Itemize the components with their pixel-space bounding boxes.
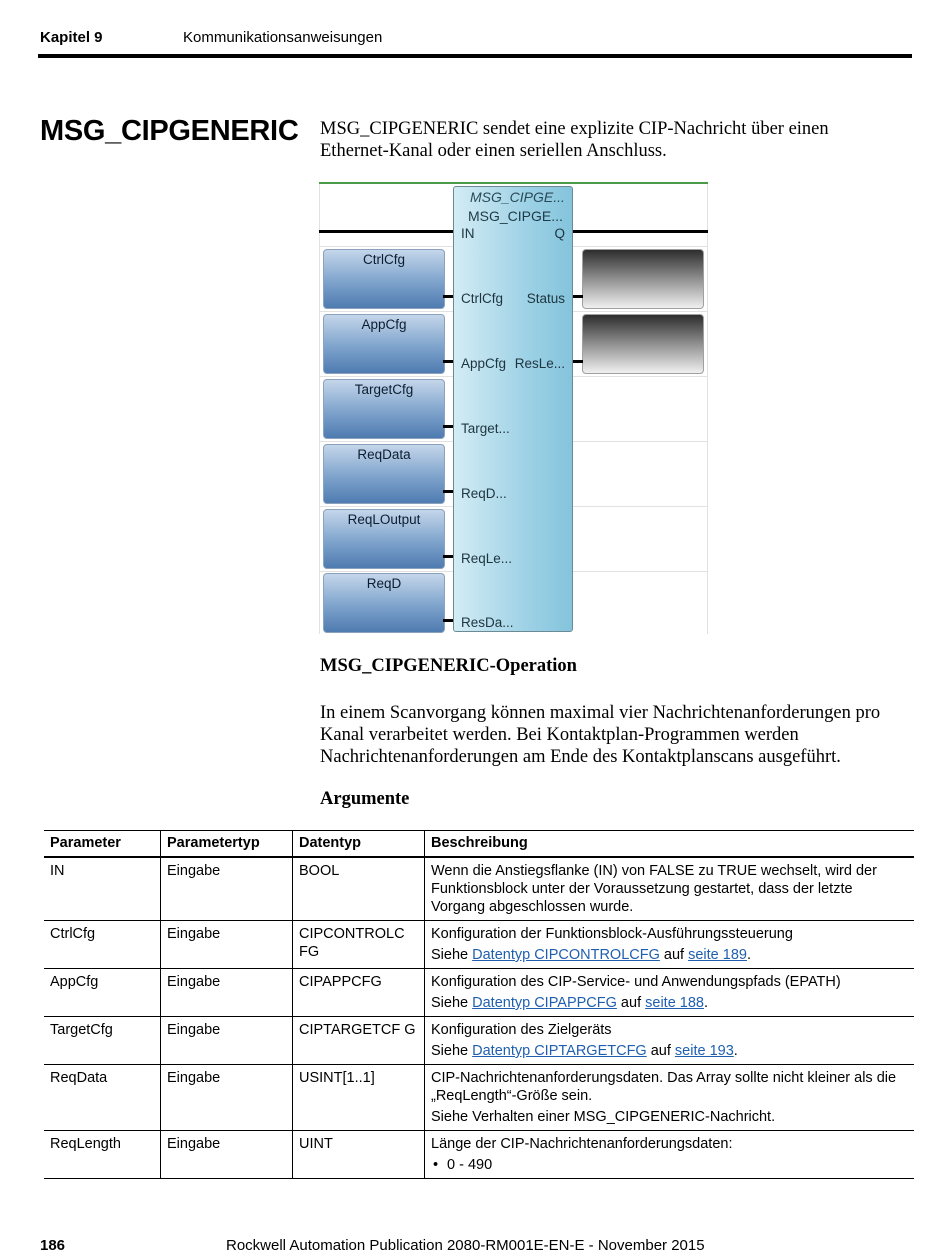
page-link[interactable]: seite 193 [674,1043,734,1059]
description-text: Konfiguration der Funktionsblock-Ausführungssteuerung [431,926,793,942]
see-mid: auf [616,995,646,1011]
pin-status: Status [526,291,565,306]
cell-beschreibung [425,921,915,969]
datatype-link[interactable]: Datentyp CIPTARGETCFG [472,1043,647,1059]
description-text: Länge der CIP-Nachrichtenanforderungsdaten: [431,1136,733,1152]
description-text: Konfiguration des CIP-Service- und Anwendungspfads (EPATH) [431,974,841,990]
cell-beschreibung [425,1065,915,1131]
table-row [44,921,914,969]
see-end: . [746,947,751,963]
see-reference [431,994,908,1012]
pin-q: Q [554,226,565,241]
pin-ctrlcfg: CtrlCfg [461,291,504,306]
cell-datentyp: CIPCONTROLC FG [293,921,425,969]
cell-parameter: ReqLength [44,1131,161,1179]
table-header-row [44,831,914,858]
table-row [44,1017,914,1065]
input-box-reqdata[interactable]: ReqData [323,444,445,504]
input-box-reqloutput[interactable]: ReqLOutput [323,509,445,569]
table-row [44,969,914,1017]
page-number: 186 [40,1237,66,1254]
cell-parametertyp: Eingabe [161,1017,293,1065]
cell-datentyp: CIPAPPCFG [293,969,425,1017]
pin-appcfg: AppCfg [461,356,507,371]
arguments-heading: Argumente [320,789,410,809]
function-block-diagram [319,182,708,634]
datatype-link[interactable]: Datentyp CIPAPPCFG [472,995,617,1011]
cell-beschreibung [425,1017,915,1065]
cell-parametertyp: Eingabe [161,969,293,1017]
operation-heading: MSG_CIPGENERIC-Operation [320,656,577,676]
cell-parametertyp: Eingabe [161,1131,293,1179]
block-type-name: MSG_CIPGE... [468,208,563,224]
cell-parameter: CtrlCfg [44,921,161,969]
pin-reqlength: ReqLe... [461,551,513,566]
cell-parametertyp: Eingabe [161,1065,293,1131]
output-box-status[interactable] [582,249,704,309]
see-prefix: Siehe [431,995,473,1011]
see-end: . [733,1043,738,1059]
cell-datentyp: USINT[1..1] [293,1065,425,1131]
function-block[interactable] [453,186,573,632]
cell-parameter: TargetCfg [44,1017,161,1065]
description-note: Siehe Verhalten einer MSG_CIPGENERIC-Nachricht. [431,1109,776,1125]
cell-datentyp: UINT [293,1131,425,1179]
see-prefix: Siehe [431,1043,473,1059]
table-row [44,1065,914,1131]
table-row [44,1131,914,1179]
q-wire [571,230,708,233]
cell-parameter: AppCfg [44,969,161,1017]
in-wire [319,230,455,233]
cell-parametertyp: Eingabe [161,921,293,969]
pin-targetcfg: Target... [461,421,510,436]
cell-parametertyp: Eingabe [161,857,293,921]
section-title: MSG_CIPGENERIC [40,115,299,147]
pin-reslength: ResLe... [514,356,565,371]
section-intro: MSG_CIPGENERIC sendet eine explizite CIP-Nachricht über einen Ethernet-Kanal oder einen seriellen Anschluss. [320,119,829,161]
cell-beschreibung [425,969,915,1017]
bullet-icon: • [433,1157,439,1173]
see-mid: auf [646,1043,675,1059]
cell-beschreibung: Wenn die Anstiegsflanke (IN) von FALSE zu TRUE wechselt, wird der Funktionsblock unter der Voraussetzung gestartet, dass der letzte Vorgang abgeschlossen wurde. [425,857,915,921]
grid-line [707,184,708,634]
pin-resdata: ResDa... [461,615,514,630]
input-box-reqd[interactable]: ReqD [323,573,445,633]
column-header: Parametertyp [161,831,293,858]
input-box-targetcfg[interactable]: TargetCfg [323,379,445,439]
see-mid: auf [659,947,689,963]
see-reference [431,946,908,964]
cell-parameter: ReqData [44,1065,161,1131]
arguments-table [44,830,914,1179]
description-text: Konfiguration des Zielgeräts [431,1022,612,1038]
column-header: Parameter [44,831,161,858]
grid-line [319,184,320,634]
table-row [44,857,914,921]
cell-beschreibung [425,1131,915,1179]
output-box-reslength[interactable] [582,314,704,374]
input-box-appcfg[interactable]: AppCfg [323,314,445,374]
chapter-label: Kapitel 9 [40,29,103,46]
cell-parameter: IN [44,857,161,921]
column-header: Beschreibung [425,831,915,858]
pin-in: IN [461,226,475,241]
column-header: Datentyp [293,831,425,858]
publication-info: Rockwell Automation Publication 2080-RM001E-EN-E - November 2015 [226,1237,705,1254]
page-link[interactable]: seite 189 [688,947,747,963]
cell-datentyp: CIPTARGETCF G [293,1017,425,1065]
page-link[interactable]: seite 188 [645,995,704,1011]
header-rule [38,54,912,58]
bullet-text: 0 - 490 [447,1157,493,1173]
datatype-link[interactable]: Datentyp CIPCONTROLCFG [472,947,660,963]
see-reference [431,1042,908,1060]
see-end: . [703,995,709,1011]
input-box-ctrlcfg[interactable]: CtrlCfg [323,249,445,309]
chapter-title: Kommunikationsanweisungen [183,29,383,46]
operation-text: In einem Scanvorgang können maximal vier Nachrichtenanforderungen pro Kanal verarbeitet werden. Bei Kontaktplan-Programmen werden Nachrichtenanforderungen am Ende des Kontaktplanscans ausgeführt. [320,703,881,767]
cell-datentyp: BOOL [293,857,425,921]
block-instance-name: MSG_CIPGE... [470,189,565,205]
see-prefix: Siehe [431,947,473,963]
pin-reqdata: ReqD... [461,486,507,501]
description-text: CIP-Nachrichtenanforderungsdaten. Das Array sollte nicht kleiner als die „ReqLength“-Größe sein. [431,1070,897,1104]
bullet-item [431,1156,908,1174]
diagram-top-border [319,182,708,184]
